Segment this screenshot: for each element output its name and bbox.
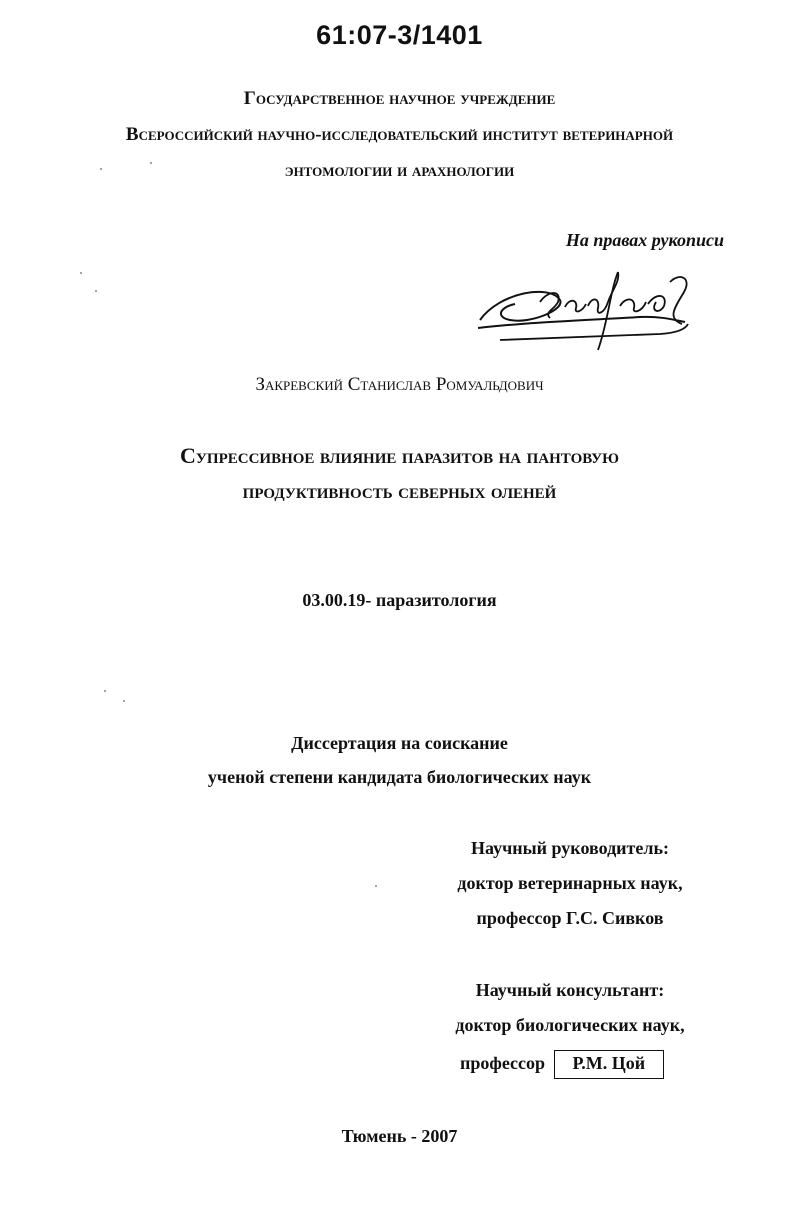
consultant-name-box: Р.М. Цой — [554, 1050, 665, 1079]
scan-speck — [100, 168, 102, 170]
author-name: Закревский Станислав Ромуальдович — [255, 374, 544, 395]
supervisor-name: профессор Г.С. Сивков — [476, 908, 664, 928]
rights-note: На правах рукописи — [565, 230, 724, 250]
scan-speck — [375, 885, 377, 887]
degree-line-1: Диссертация на соискание — [291, 733, 508, 753]
institution-line-2: Всероссийский научно-исследовательский институт ветеринарной — [125, 124, 674, 145]
institution-line-3: энтомологии и арахнологии — [284, 160, 515, 181]
scan-speck — [95, 290, 97, 292]
specialty-code: 03.00.19- паразитология — [302, 590, 497, 610]
consultant-prefix: профессор — [460, 1053, 546, 1073]
consultant-name-line — [460, 1050, 664, 1079]
handwritten-signature — [470, 262, 700, 352]
scan-speck — [104, 690, 106, 692]
scan-speck — [123, 700, 125, 702]
supervisor-degree: доктор ветеринарных наук, — [457, 873, 683, 893]
dissertation-title-line-2: продуктивность северных оленей — [242, 478, 557, 503]
scan-speck — [150, 162, 152, 164]
institution-line-1: Государственное научное учреждение — [243, 88, 556, 109]
scan-speck — [80, 272, 82, 274]
consultant-label: Научный консультант: — [475, 980, 665, 1000]
city-year: Тюмень - 2007 — [341, 1126, 458, 1146]
consultant-degree: доктор биологических наук, — [455, 1015, 685, 1035]
dissertation-title-line-1: Супрессивное влияние паразитов на пантовую — [180, 443, 619, 468]
degree-line-2: ученой степени кандидата биологических наук — [207, 767, 592, 787]
supervisor-label: Научный руководитель: — [471, 838, 669, 858]
catalog-number: 61:07-3/1401 — [316, 20, 483, 50]
